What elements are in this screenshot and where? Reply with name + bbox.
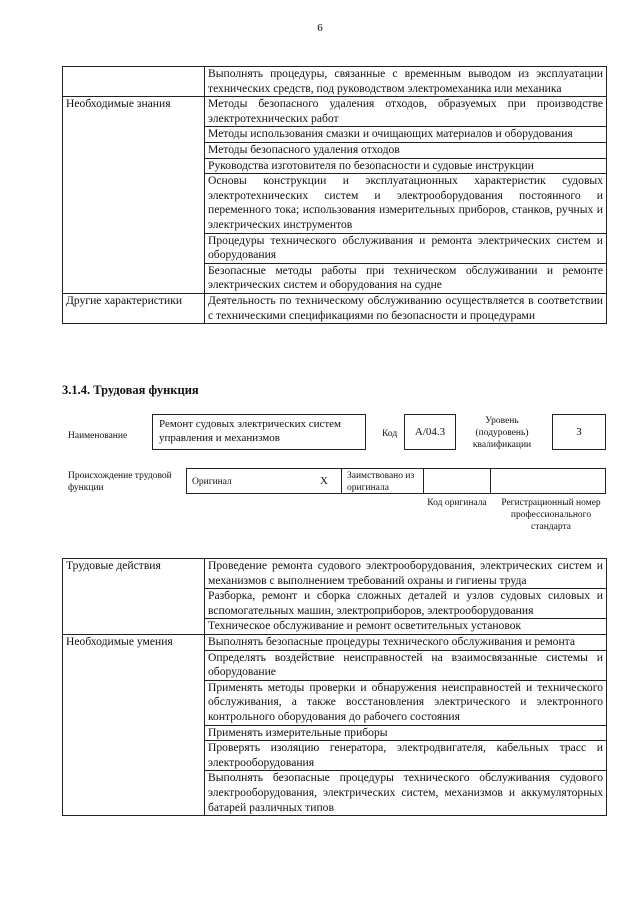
- name-label: Наименование: [68, 431, 128, 441]
- row-item: Методы безопасного удаления отходов: [205, 142, 607, 158]
- row-item: Применять методы проверки и обнаружения неисправностей и технического обслуживания, а также восстановления электрического и электронного контрольного оборудования до рабочего состояния: [205, 680, 607, 725]
- row-item: Выполнять безопасные процедуры технического обслуживания судового электрооборудования, электрических систем, механизмов и аккумуляторных батарей различных типов: [205, 771, 607, 816]
- row-label: Трудовые действия: [63, 559, 205, 635]
- original-label: Оригинал: [192, 477, 232, 487]
- level-value: 3: [552, 414, 606, 450]
- row-item: Методы использования смазки и очищающих материалов и оборудования: [205, 127, 607, 143]
- origin-code-label: Код оригинала: [427, 498, 487, 508]
- row-item: Выполнять безопасные процедуры технического обслуживания и ремонта: [205, 634, 607, 650]
- row-label: [63, 67, 205, 97]
- divider: [341, 468, 342, 494]
- row-item: Разборка, ремонт и сборка сложных деталей и узлов судовых силовых и вспомогательных машин, электроприборов, электрооборудования: [205, 589, 607, 619]
- row-item: Техническое обслуживание и ремонт осветительных установок: [205, 619, 607, 635]
- table-row: [63, 634, 607, 650]
- row-label: Необходимые знания: [63, 97, 205, 294]
- row-item: Руководства изготовителя по безопасности и судовые инструкции: [205, 158, 607, 174]
- divider: [490, 468, 491, 494]
- row-item: Выполнять процедуры, связанные с временным выводом из эксплуатации технических средств, под руководством электромеханика или механика: [205, 67, 607, 97]
- table-row: [63, 559, 607, 589]
- reg-number-label: Регистрационный номер профессионального стандарта: [501, 498, 601, 532]
- level-label: Уровень (подуровень) квалификации: [472, 416, 532, 450]
- page-number: 6: [317, 22, 323, 34]
- row-label: Другие характеристики: [63, 293, 205, 323]
- name-value: Ремонт судовых электрических систем управления и механизмов: [152, 414, 366, 450]
- row-item: Основы конструкции и эксплуатационных характеристик судовых электротехнических систем и электрооборудования постоянного и переменного тока; использования измерительных приборов, станков, ручных и электрических инструментов: [205, 174, 607, 233]
- original-mark: X: [320, 475, 328, 487]
- code-value: A/04.3: [404, 414, 456, 450]
- row-item: Определять воздействие неисправностей на взаимосвязанные системы и оборудование: [205, 650, 607, 680]
- knowledge-table: [62, 66, 607, 324]
- row-item: Безопасные методы работы при техническом обслуживании и ремонте электрических систем и оборудования на судне: [205, 263, 607, 293]
- code-label: Код: [382, 429, 398, 439]
- row-item: Методы безопасного удаления отходов, образуемых при производстве электротехнических работ: [205, 97, 607, 127]
- row-item: Применять измерительные приборы: [205, 725, 607, 741]
- divider: [423, 468, 424, 494]
- row-item: Проведение ремонта судового электрооборудования, электрических систем и механизмов с выполнением требований охраны и гигиены труда: [205, 559, 607, 589]
- row-item: Проверять изоляцию генератора, электродвигателя, кабельных трасс и электрооборудования: [205, 741, 607, 771]
- row-item: Процедуры технического обслуживания и ремонта электрических систем и оборудования: [205, 233, 607, 263]
- actions-table: [62, 558, 607, 816]
- row-label: Необходимые умения: [63, 634, 205, 815]
- row-item: Деятельность по техническому обслуживанию осуществляется в соответствии с техническими спецификациями по безопасности и процедурами: [205, 293, 607, 323]
- table-row: [63, 293, 607, 323]
- table-row: [63, 97, 607, 127]
- borrowed-label: Заимствовано из оригинала: [347, 471, 415, 493]
- section-heading: 3.1.4. Трудовая функция: [62, 383, 199, 397]
- origin-label: Происхождение трудовой функции: [68, 471, 172, 493]
- table-row: [63, 67, 607, 97]
